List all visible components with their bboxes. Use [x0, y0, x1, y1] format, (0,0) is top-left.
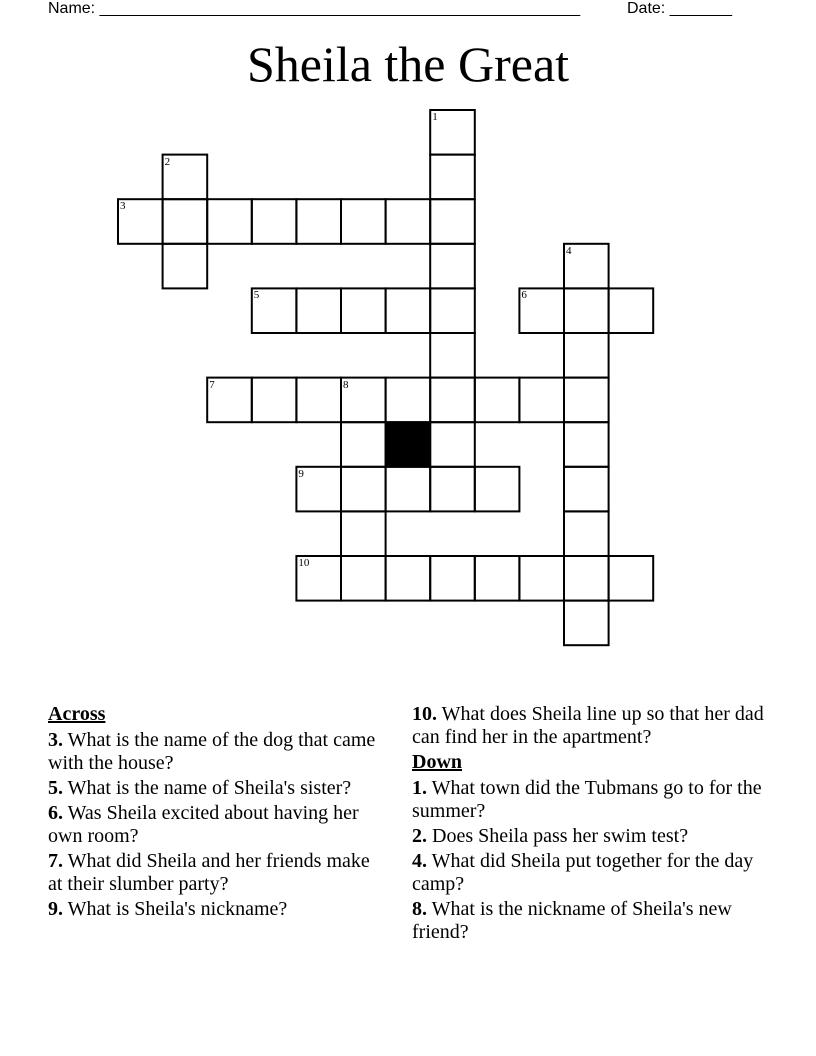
clue-number-label: 5	[253, 289, 260, 302]
square-border	[163, 244, 208, 289]
square-border	[207, 378, 252, 423]
clue-text: What did Sheila put together for the day camp?	[412, 850, 754, 895]
square-border	[564, 288, 609, 333]
square-border	[207, 199, 252, 244]
square-border	[341, 199, 386, 244]
square-border	[564, 422, 609, 467]
square-border	[252, 288, 297, 333]
square-border	[252, 378, 297, 423]
square-border	[296, 556, 341, 601]
clue-down-4	[412, 850, 782, 896]
clue-text: What does Sheila line up so that her dad can find her in the apartment?	[412, 703, 764, 748]
clue-number-label: 7	[209, 378, 215, 391]
clue-across-9	[48, 898, 378, 921]
square-border	[430, 288, 475, 333]
square-border	[564, 333, 609, 378]
square-border	[564, 378, 609, 423]
square-border	[475, 378, 520, 423]
square-border	[430, 467, 475, 512]
square-border	[163, 155, 208, 200]
clue-text: What is Sheila's nickname?	[63, 898, 288, 920]
clue-number-label: 4	[566, 244, 572, 257]
clue-across-7	[48, 850, 378, 896]
down-heading: Down	[412, 751, 463, 773]
square-border	[564, 511, 609, 556]
clue-number-label: 8	[343, 378, 349, 391]
clue-number: 5.	[48, 777, 63, 799]
clue-number-label: 2	[164, 155, 171, 168]
square-border	[519, 556, 564, 601]
clue-text: What town did the Tubmans go to for the summer?	[412, 777, 762, 822]
clue-across-3	[48, 729, 378, 775]
square-border	[564, 601, 609, 646]
square-border	[564, 244, 609, 289]
square-border	[118, 199, 163, 244]
clue-number: 3.	[48, 729, 63, 751]
clue-number: 1.	[412, 777, 427, 799]
clue-text: Was Sheila excited about having her own room?	[48, 802, 359, 847]
clue-text: What is the nickname of Sheila's new friend?	[412, 898, 732, 943]
square-border	[386, 556, 431, 601]
date-field-label[interactable]: Date: _______	[627, 0, 732, 17]
square-border	[386, 288, 431, 333]
square-border	[609, 556, 654, 601]
square-border	[519, 378, 564, 423]
square-border	[386, 378, 431, 423]
square-border	[430, 199, 475, 244]
clue-number-label: 1	[432, 111, 438, 123]
square-border	[564, 467, 609, 512]
clue-across-5	[48, 777, 378, 800]
square-border	[519, 288, 564, 333]
clue-number-label: 3	[120, 200, 126, 213]
square-border	[430, 378, 475, 423]
square-border	[341, 288, 386, 333]
square-border	[341, 556, 386, 601]
clue-number-label: 10	[298, 557, 310, 569]
clue-number: 9.	[48, 898, 63, 920]
clue-number: 7.	[48, 850, 63, 872]
clue-text: Does Sheila pass her swim test?	[427, 825, 689, 847]
square-border	[386, 467, 431, 512]
clue-number: 4.	[412, 850, 427, 872]
square-border	[386, 422, 431, 467]
square-border	[430, 422, 475, 467]
square-border	[609, 288, 654, 333]
square-border	[475, 556, 520, 601]
square-border	[163, 199, 208, 244]
clue-down-1	[412, 777, 782, 823]
square-border	[341, 467, 386, 512]
clue-text: What is the name of Sheila's sister?	[63, 777, 352, 799]
square-border	[430, 110, 475, 155]
clue-number: 6.	[48, 802, 63, 824]
clue-across-6	[48, 802, 378, 848]
square-border	[341, 511, 386, 556]
across-heading: Across	[48, 703, 106, 725]
square-border	[296, 199, 341, 244]
clue-number: 8.	[412, 898, 427, 920]
clue-down-8	[412, 898, 782, 944]
square-border	[341, 378, 386, 423]
clue-number-label: 6	[521, 289, 527, 302]
clue-across-10	[412, 703, 782, 749]
clue-number-label: 9	[298, 467, 304, 480]
name-field-label[interactable]: Name: ______________________________________________________	[48, 0, 581, 17]
square-border	[430, 333, 475, 378]
clue-down-2	[412, 825, 782, 848]
square-border	[296, 378, 341, 423]
clues-right-column	[412, 703, 782, 946]
square-border	[475, 467, 520, 512]
square-border	[252, 199, 297, 244]
clue-number: 10.	[412, 703, 437, 725]
page-title: Sheila the Great	[246, 36, 570, 92]
square-border	[341, 422, 386, 467]
square-border	[386, 199, 431, 244]
square-border	[564, 556, 609, 601]
square-border	[430, 155, 475, 200]
square-border	[430, 556, 475, 601]
clue-text: What did Sheila and her friends make at their slumber party?	[48, 850, 370, 895]
clues-left-column	[48, 703, 378, 923]
clue-text: What is the name of the dog that came with the house?	[48, 729, 376, 774]
square-border	[296, 288, 341, 333]
square-border	[430, 244, 475, 289]
clue-number: 2.	[412, 825, 427, 847]
square-border	[296, 467, 341, 512]
